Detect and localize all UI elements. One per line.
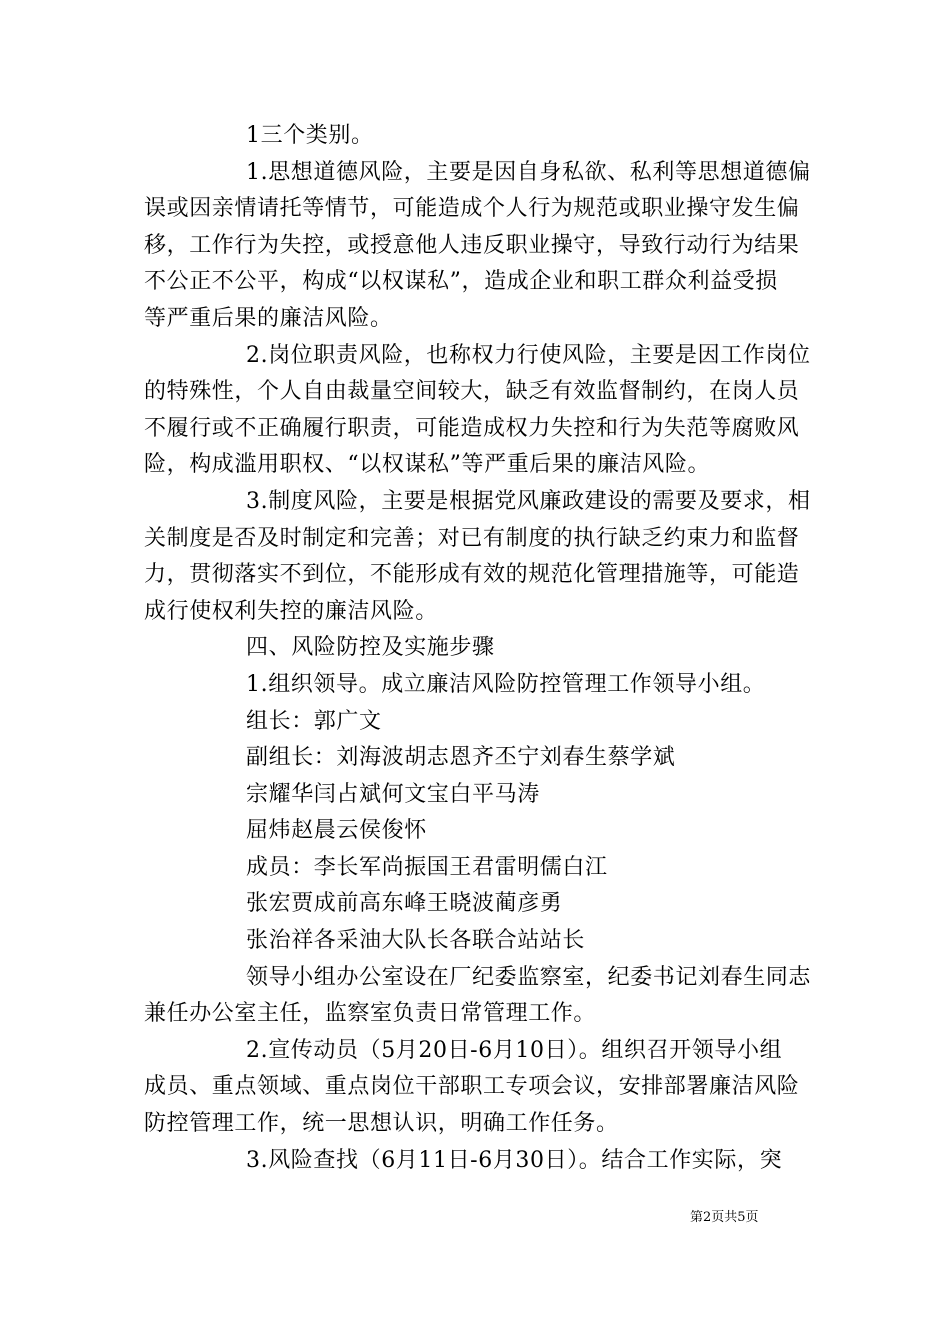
text-line: 兼任办公室主任，监察室负责日常管理工作。 xyxy=(144,1001,597,1027)
text-line: 关制度是否及时制定和完善；对已有制度的执行缺乏约束力和监督 xyxy=(144,525,800,551)
text-line: 不履行或不正确履行职责，可能造成权力失控和行为失范等腐败风 xyxy=(144,415,800,441)
text-line: 3.制度风险，主要是根据党风廉政建设的需要及要求，相 xyxy=(246,488,811,514)
text-line: 移，工作行为失控，或授意他人违反职业操守，导致行动行为结果 xyxy=(144,232,800,258)
text-line: 副组长：刘海波胡志恩齐丕宁刘春生蔡学斌 xyxy=(246,745,676,771)
text-line: 3.风险查找（6月11日-6月30日）。结合工作实际，突 xyxy=(246,1147,783,1173)
text-line: 的特殊性，个人自由裁量空间较大，缺乏有效监督制约，在岗人员 xyxy=(144,379,800,405)
text-line: 宗耀华闫占斌何文宝白平马涛 xyxy=(246,781,540,807)
text-line: 张宏贾成前高东峰王晓波蔺彦勇 xyxy=(246,891,563,917)
text-line: 力，贯彻落实不到位，不能形成有效的规范化管理措施等，可能造 xyxy=(144,562,800,588)
text-line: 误或因亲情请托等情节，可能造成个人行为规范或职业操守发生偏 xyxy=(144,196,800,222)
text-line: 领导小组办公室设在厂纪委监察室，纪委书记刘春生同志 xyxy=(246,964,812,990)
text-line: 险，构成滥用职权、“以权谋私”等严重后果的廉洁风险。 xyxy=(144,452,711,478)
text-line: 四、风险防控及实施步骤 xyxy=(246,635,495,661)
page-number-footer: 第2页共5页 xyxy=(690,1210,759,1225)
text-line: 等严重后果的廉洁风险。 xyxy=(144,305,393,331)
text-line: 2.宣传动员（5月20日-6月10日）。组织召开领导小组 xyxy=(246,1037,783,1063)
text-line: 1.思想道德风险，主要是因自身私欲、私利等思想道德偏 xyxy=(246,159,811,185)
text-line: 张治祥各采油大队长各联合站站长 xyxy=(246,928,586,954)
text-line: 1.组织领导。成立廉洁风险防控管理工作领导小组。 xyxy=(246,671,766,697)
text-line: 1三个类别。 xyxy=(246,123,374,148)
text-line: 成员、重点领域、重点岗位干部职工专项会议，安排部署廉洁风险 xyxy=(144,1074,800,1100)
text-line: 不公正不公平，构成“以权谋私”，造成企业和职工群众利益受损 xyxy=(144,269,778,295)
text-line: 2.岗位职责风险，也称权力行使风险，主要是因工作岗位 xyxy=(246,342,811,368)
text-line: 屈炜赵晨云侯俊怀 xyxy=(246,818,427,844)
document-body xyxy=(144,118,812,1179)
text-line: 组长：郭广文 xyxy=(246,708,382,734)
text-line: 防控管理工作，统一思想认识，明确工作任务。 xyxy=(144,1111,619,1137)
text-line: 成员：李长军尚振国王君雷明儒白江 xyxy=(246,854,608,880)
text-line: 成行使权利失控的廉洁风险。 xyxy=(144,598,438,624)
